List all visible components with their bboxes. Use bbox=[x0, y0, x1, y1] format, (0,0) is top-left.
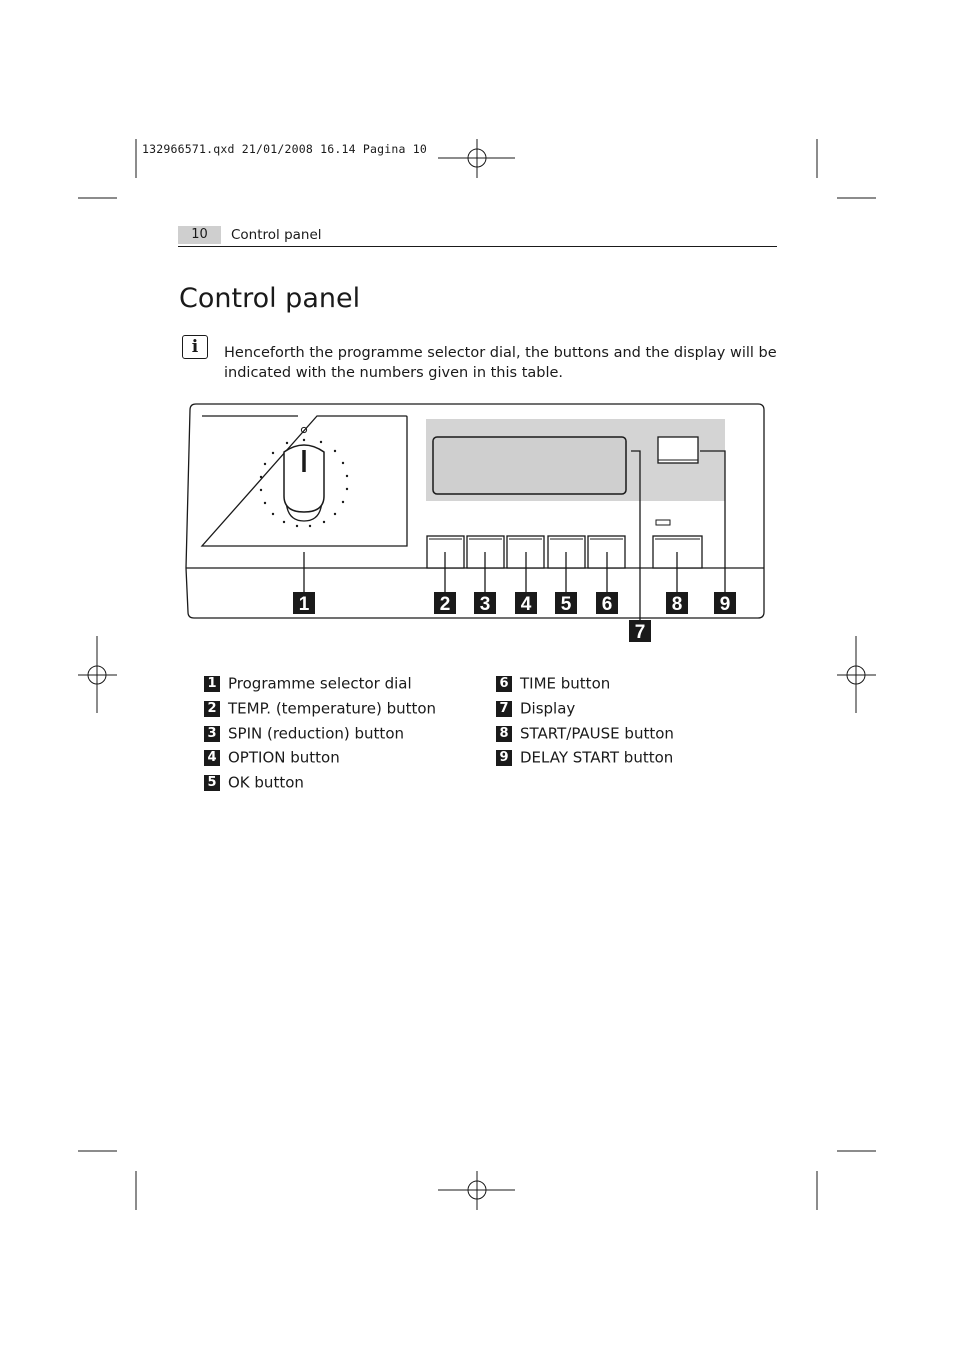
legend-badge: 6 bbox=[496, 676, 512, 692]
info-icon: i bbox=[182, 335, 208, 359]
legend-label: TEMP. (temperature) button bbox=[228, 699, 437, 718]
legend-badge: 7 bbox=[496, 701, 512, 717]
start-pause-indicator-light bbox=[656, 520, 670, 525]
legend-label: SPIN (reduction) button bbox=[228, 724, 405, 743]
page-number: 10 bbox=[178, 226, 221, 244]
delay-start-button bbox=[658, 437, 698, 463]
print-slug: 132966571.qxd 21/01/2008 16.14 Pagina 10 bbox=[142, 142, 427, 156]
legend-item bbox=[204, 773, 304, 793]
intro-paragraph: Henceforth the programme selector dial, the buttons and the display will be indicated with the numbers given in this table. bbox=[224, 345, 777, 381]
legend-label: START/PAUSE button bbox=[520, 724, 674, 743]
legend-item bbox=[204, 724, 404, 744]
legend-label: OK button bbox=[228, 773, 304, 792]
legend-item bbox=[204, 674, 412, 694]
legend-badge: 9 bbox=[496, 750, 512, 766]
legend-label: Programme selector dial bbox=[228, 674, 412, 693]
callout-label-6: 6 bbox=[601, 594, 613, 615]
callout-label-9: 9 bbox=[719, 594, 731, 615]
header-rule bbox=[178, 246, 777, 247]
callout-label-8: 8 bbox=[671, 594, 683, 615]
running-header: Control panel bbox=[231, 227, 322, 243]
legend-label: DELAY START button bbox=[520, 748, 674, 767]
legend-item bbox=[496, 699, 575, 719]
callout-label-7: 7 bbox=[634, 622, 646, 643]
callout-label-1: 1 bbox=[298, 594, 310, 615]
control-panel-diagram bbox=[180, 400, 772, 650]
page-title: Control panel bbox=[179, 283, 361, 314]
legend-label: TIME button bbox=[520, 674, 611, 693]
legend-label: OPTION button bbox=[228, 748, 340, 767]
programme-selector-dial bbox=[260, 427, 348, 527]
legend-badge: 3 bbox=[204, 726, 220, 742]
legend-badge: 1 bbox=[204, 676, 220, 692]
display-screen bbox=[433, 437, 626, 494]
callout-label-5: 5 bbox=[560, 594, 572, 615]
callout-label-4: 4 bbox=[520, 594, 532, 615]
legend-badge: 5 bbox=[204, 775, 220, 791]
legend-badge: 2 bbox=[204, 701, 220, 717]
legend-item bbox=[496, 748, 673, 768]
legend-badge: 4 bbox=[204, 750, 220, 766]
legend-item bbox=[496, 674, 610, 694]
legend-badge: 8 bbox=[496, 726, 512, 742]
callout-label-3: 3 bbox=[479, 594, 491, 615]
legend-label: Display bbox=[520, 699, 576, 718]
legend-item bbox=[496, 724, 674, 744]
callout-label-2: 2 bbox=[439, 594, 451, 615]
legend-item bbox=[204, 699, 436, 719]
legend-item bbox=[204, 748, 340, 768]
